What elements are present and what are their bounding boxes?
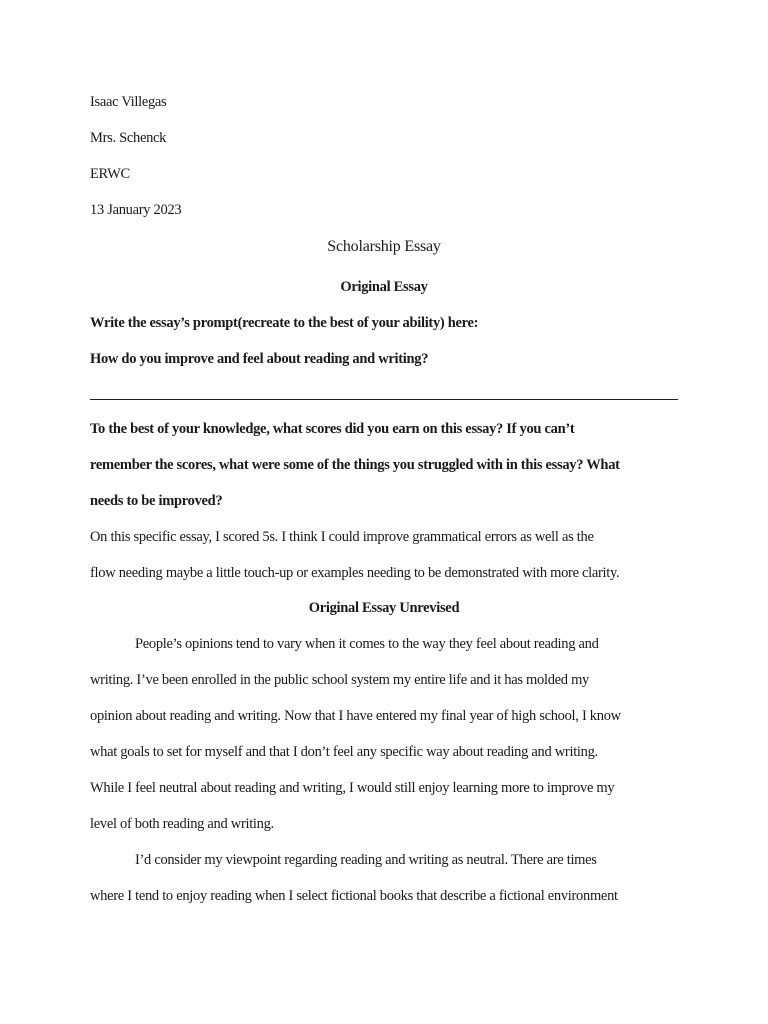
essay-prompt: How do you improve and feel about reading and writing? (90, 351, 429, 367)
essay-paragraph-line: writing. I’ve been enrolled in the public school system my entire life and it has molded my (90, 672, 590, 688)
essay-paragraph-line: where I tend to enjoy reading when I select fictional books that describe a fictional environment (90, 888, 618, 904)
document-date: 13 January 2023 (90, 202, 182, 218)
section-heading-original-essay: Original Essay (340, 279, 428, 295)
student-name: Isaac Villegas (90, 94, 167, 110)
essay-paragraph-line: opinion about reading and writing. Now that I have entered my final year of high school, I know (90, 708, 621, 724)
document-title: Scholarship Essay (327, 238, 441, 255)
prompt-instruction: Write the essay’s prompt(recreate to the best of your ability) here: (90, 315, 479, 331)
scores-answer-line: flow needing maybe a little touch-up or examples needing to be demonstrated with more clarity. (90, 565, 620, 581)
essay-paragraph-line: what goals to set for myself and that I don’t feel any specific way about reading and writing. (90, 744, 598, 760)
essay-paragraph-line: While I feel neutral about reading and writing, I would still enjoy learning more to improve my (90, 780, 615, 796)
essay-paragraph-line: I’d consider my viewpoint regarding reading and writing as neutral. There are times (135, 852, 597, 868)
essay-paragraph-line: People’s opinions tend to vary when it comes to the way they feel about reading and (135, 636, 599, 652)
scores-question-line: needs to be improved? (90, 493, 223, 509)
scores-answer-line: On this specific essay, I scored 5s. I think I could improve grammatical errors as well as the (90, 529, 594, 545)
horizontal-rule (90, 399, 678, 400)
essay-paragraph-line: level of both reading and writing. (90, 816, 274, 832)
scores-question-line: remember the scores, what were some of the things you struggled with in this essay? What (90, 457, 620, 473)
scores-question-line: To the best of your knowledge, what scores did you earn on this essay? If you can’t (90, 421, 575, 437)
teacher-name: Mrs. Schenck (90, 130, 167, 146)
section-heading-original-essay-unrevised: Original Essay Unrevised (308, 600, 460, 616)
course-name: ERWC (90, 166, 130, 182)
